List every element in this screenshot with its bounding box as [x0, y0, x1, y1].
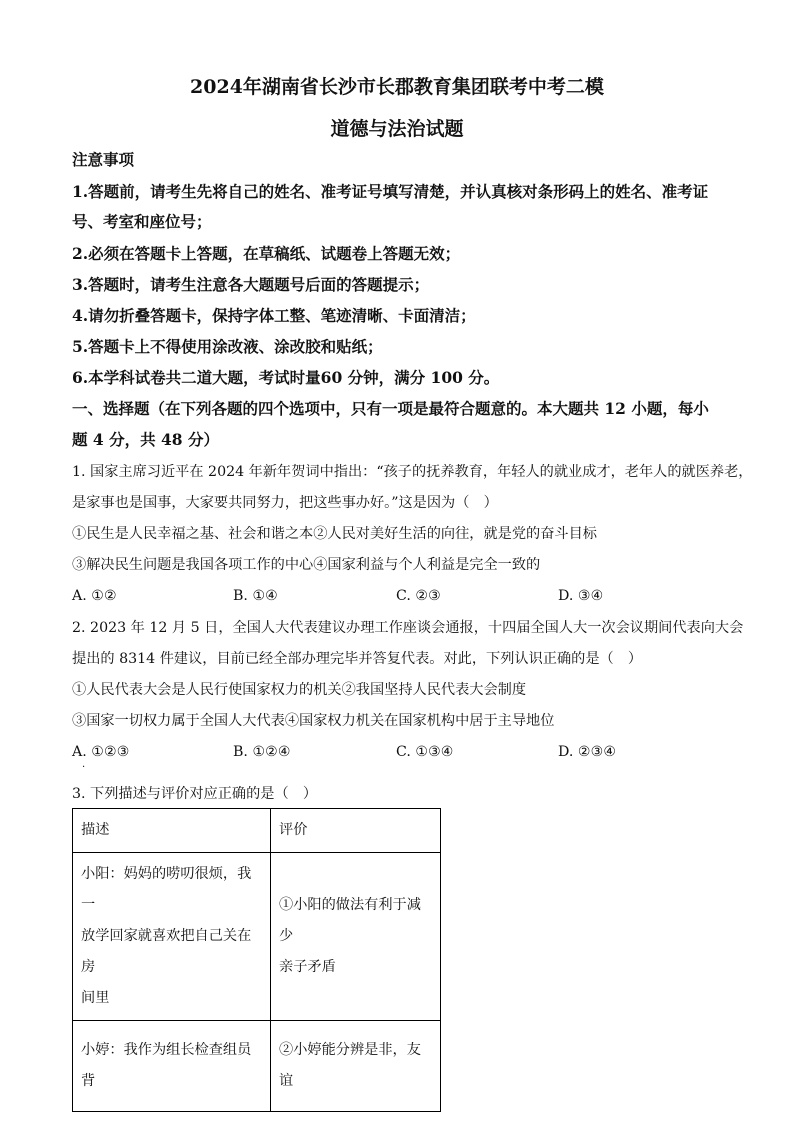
q1-option-c: C. ②③: [396, 588, 441, 604]
table-cell-evaluation: [271, 853, 441, 1021]
q1-statement-line-2: ③解决民生问题是我国各项工作的中心④国家利益与个人利益是完全一致的: [72, 557, 541, 573]
notice-item-3: 3.答题时，请考生注意各大题题号后面的答题提示；: [72, 275, 430, 294]
table-cell-description: [73, 853, 271, 1021]
notice-item-1-line-2: 号、考室和座位号；: [72, 212, 212, 231]
table-row: [73, 1021, 441, 1112]
section-heading-line-1: 一、选择题（在下列各题的四个选项中，只有一项是最符合题意的。本大题共 12 小题，每小: [72, 399, 709, 418]
q1-option-d: D. ③④: [558, 588, 604, 604]
table-cell-description: [73, 1021, 271, 1112]
exam-subtitle: 道德与法治试题: [330, 118, 464, 140]
q1-stem-line-1: 1. 国家主席习近平在 2024 年新年贺词中指出：“孩子的抚养教育，年轻人的就业成才，老年人的就医养老，: [72, 464, 753, 480]
cell-text-line: 间里: [81, 990, 110, 1006]
table-header-description: 描述: [73, 809, 271, 853]
table-header-evaluation: 评价: [271, 809, 441, 853]
notice-item-5: 5.答题卡上不得使用涂改液、涂改胶和贴纸；: [72, 337, 383, 356]
notice-item-2: 2.必须在答题卡上答题，在草稿纸、试题卷上答题无效；: [72, 244, 461, 263]
q1-option-a: A. ①②: [72, 588, 117, 604]
cell-text-line: 亲子矛盾: [279, 959, 336, 975]
q2-option-a: A. ①②③: [72, 744, 130, 760]
section-heading-line-2: 题 4 分，共 48 分）: [72, 430, 219, 449]
q2-option-b: B. ①②④: [233, 744, 291, 760]
q1-stem-line-2: 是家事也是国事，大家要共同努力，把这些事办好。”这是因为（ ）: [72, 495, 498, 511]
table-header-row: [73, 809, 441, 853]
q3-table: [72, 808, 441, 1112]
q2-statement-line-1: ①人民代表大会是人民行使国家权力的机关②我国坚持人民代表大会制度: [72, 682, 527, 698]
q1-statement-line-1: ①民生是人民幸福之基、社会和谐之本②人民对美好生活的向往，就是党的奋斗目标: [72, 526, 597, 542]
cell-text-line: ②小婷能分辨是非，友谊: [279, 1042, 421, 1089]
stray-mark: ·: [82, 762, 86, 773]
notice-item-1-line-1: 1.答题前，请考生先将自己的姓名、准考证号填写清楚，并认真核对条形码上的姓名、准考证: [72, 182, 709, 201]
q2-stem-line-2: 提出的 8314 件建议，目前已经全部办理完毕并答复代表。对此，下列认识正确的是（ ）: [72, 651, 643, 667]
notice-heading: 注意事项: [72, 150, 135, 169]
table-row: [73, 853, 441, 1021]
exam-title: 2024年湖南省长沙市长郡教育集团联考中考二模: [190, 76, 604, 98]
notice-item-6: 6.本学科试卷共二道大题，考试时量60 分钟，满分 100 分。: [72, 368, 500, 387]
q3-stem: 3. 下列描述与评价对应正确的是（ ）: [72, 786, 318, 802]
table-cell-evaluation: [271, 1021, 441, 1112]
cell-text-line: 放学回家就喜欢把自己关在房: [81, 928, 252, 975]
q1-option-b: B. ①④: [233, 588, 278, 604]
cell-text-line: 小阳：妈妈的唠叨很烦，我一: [81, 866, 252, 913]
cell-text-line: 小婷：我作为组长检查组员背: [81, 1042, 252, 1089]
notice-item-4: 4.请勿折叠答题卡，保持字体工整、笔迹清晰、卡面清洁；: [72, 306, 476, 325]
q2-statement-line-2: ③国家一切权力属于全国人大代表④国家权力机关在国家机构中居于主导地位: [72, 713, 555, 729]
q2-option-d: D. ②③④: [558, 744, 617, 760]
cell-text-line: ①小阳的做法有利于减少: [279, 897, 421, 944]
q2-option-c: C. ①③④: [396, 744, 454, 760]
q2-stem-line-1: 2. 2023 年 12 月 5 日，全国人大代表建议办理工作座谈会通报，十四届全国人大一次会议期间代表向大会: [72, 620, 744, 636]
